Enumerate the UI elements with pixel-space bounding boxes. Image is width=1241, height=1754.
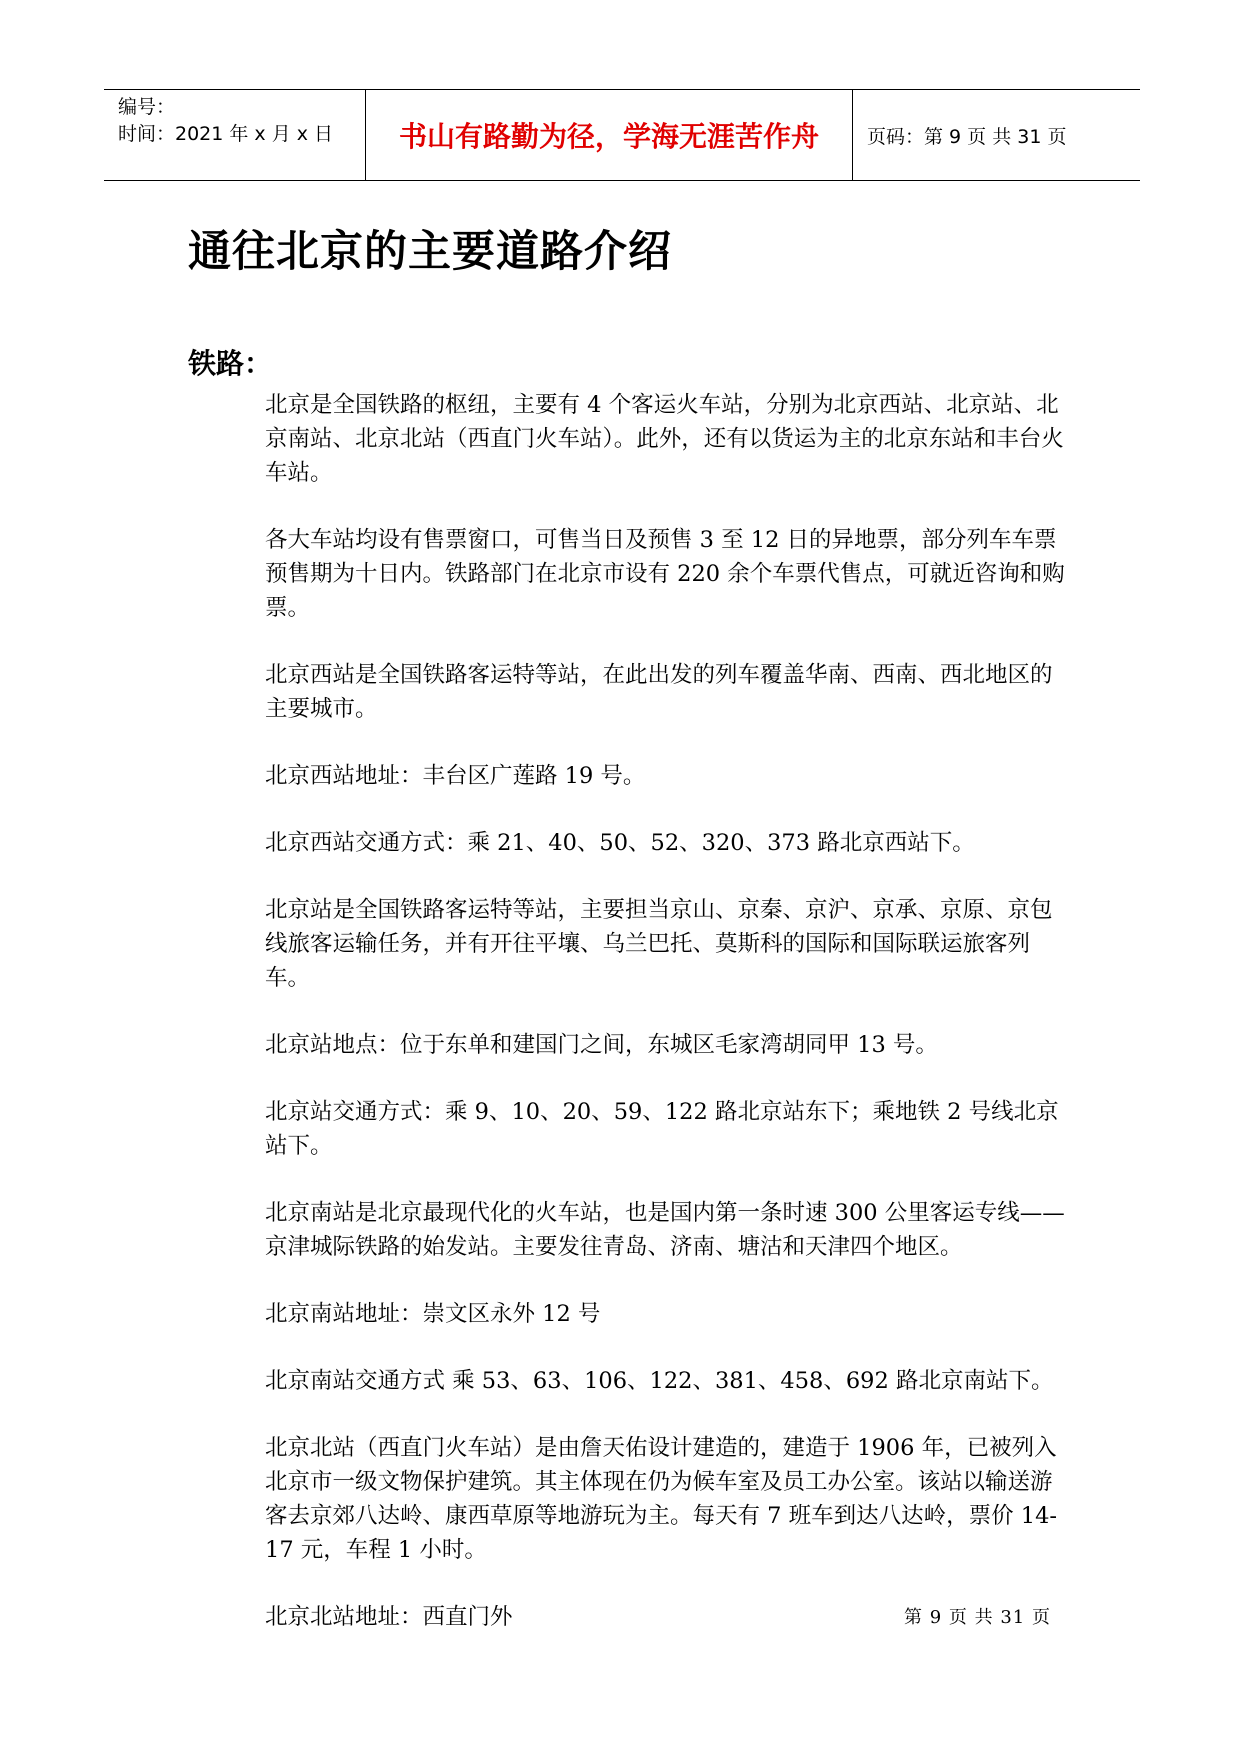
paragraph: 北京站是全国铁路客运特等站，主要担当京山、京秦、京沪、京承、京原、京包线旅客运输任务，并有开往平壤、乌兰巴托、莫斯科的国际和国际联运旅客列车。 <box>265 897 1053 991</box>
paragraph: 北京南站交通方式 乘 53、63、106、122、381、458、692 路北京南站下。 <box>265 1368 1054 1394</box>
serial-number-label: 编号： <box>118 96 176 118</box>
page-header <box>104 89 1140 181</box>
paragraph: 北京站交通方式：乘 9、10、20、59、122 路北京站东下；乘地铁 2 号线北京站下。 <box>265 1099 1059 1159</box>
paragraph: 北京西站是全国铁路客运特等站，在此出发的列车覆盖华南、西南、西北地区的主要城市。 <box>265 662 1053 722</box>
header-motto <box>366 90 853 180</box>
paragraph: 北京南站是北京最现代化的火车站，也是国内第一条时速 300 公里客运专线——京津城际铁路的始发站。主要发往青岛、济南、塘沽和天津四个地区。 <box>265 1200 1065 1260</box>
date-label: 时间：2021 年 x 月 x 日 <box>118 123 334 145</box>
paragraph: 各大车站均设有售票窗口，可售当日及预售 3 至 12 日的异地票，部分列车车票预售期为十日内。铁路部门在北京市设有 220 余个车票代售点，可就近咨询和购票。 <box>265 527 1065 621</box>
page-number-label: 页码：第 9 页 共 31 页 <box>867 125 1067 148</box>
paragraph: 北京北站（西直门火车站）是由詹天佑设计建造的，建造于 1906 年，已被列入北京市一级文物保护建筑。其主体现在仍为候车室及员工办公室。该站以输送游客去京郊八达岭、康西草原等地游玩为主。每天有 7 班车到达八达岭，票价 14-17 元，车程 1 小时。 <box>265 1435 1058 1563</box>
body-text <box>265 388 1065 1667</box>
paragraph: 北京是全国铁路的枢纽，主要有 4 个客运火车站，分别为北京西站、北京站、北京南站、北京北站（西直门火车站）。此外，还有以货运为主的北京东站和丰台火车站。 <box>265 392 1064 486</box>
motto-text: 书山有路勤为径，学海无涯苦作舟 <box>398 120 819 153</box>
paragraph: 北京站地点：位于东单和建国门之间，东城区毛家湾胡同甲 13 号。 <box>265 1032 938 1058</box>
paragraph: 北京西站交通方式：乘 21、40、50、52、320、373 路北京西站下。 <box>265 830 975 856</box>
document-title: 通往北京的主要道路介绍 <box>188 227 672 277</box>
section-heading-railway: 铁路： <box>188 347 273 380</box>
paragraph: 北京南站地址：崇文区永外 12 号 <box>265 1301 601 1327</box>
paragraph: 北京西站地址：丰台区广莲路 19 号。 <box>265 763 646 789</box>
header-meta <box>104 90 366 180</box>
page-footer: 第 9 页 共 31 页 <box>904 1607 1051 1628</box>
header-page-info <box>853 90 1140 180</box>
paragraph: 北京北站地址：西直门外 <box>265 1604 513 1630</box>
